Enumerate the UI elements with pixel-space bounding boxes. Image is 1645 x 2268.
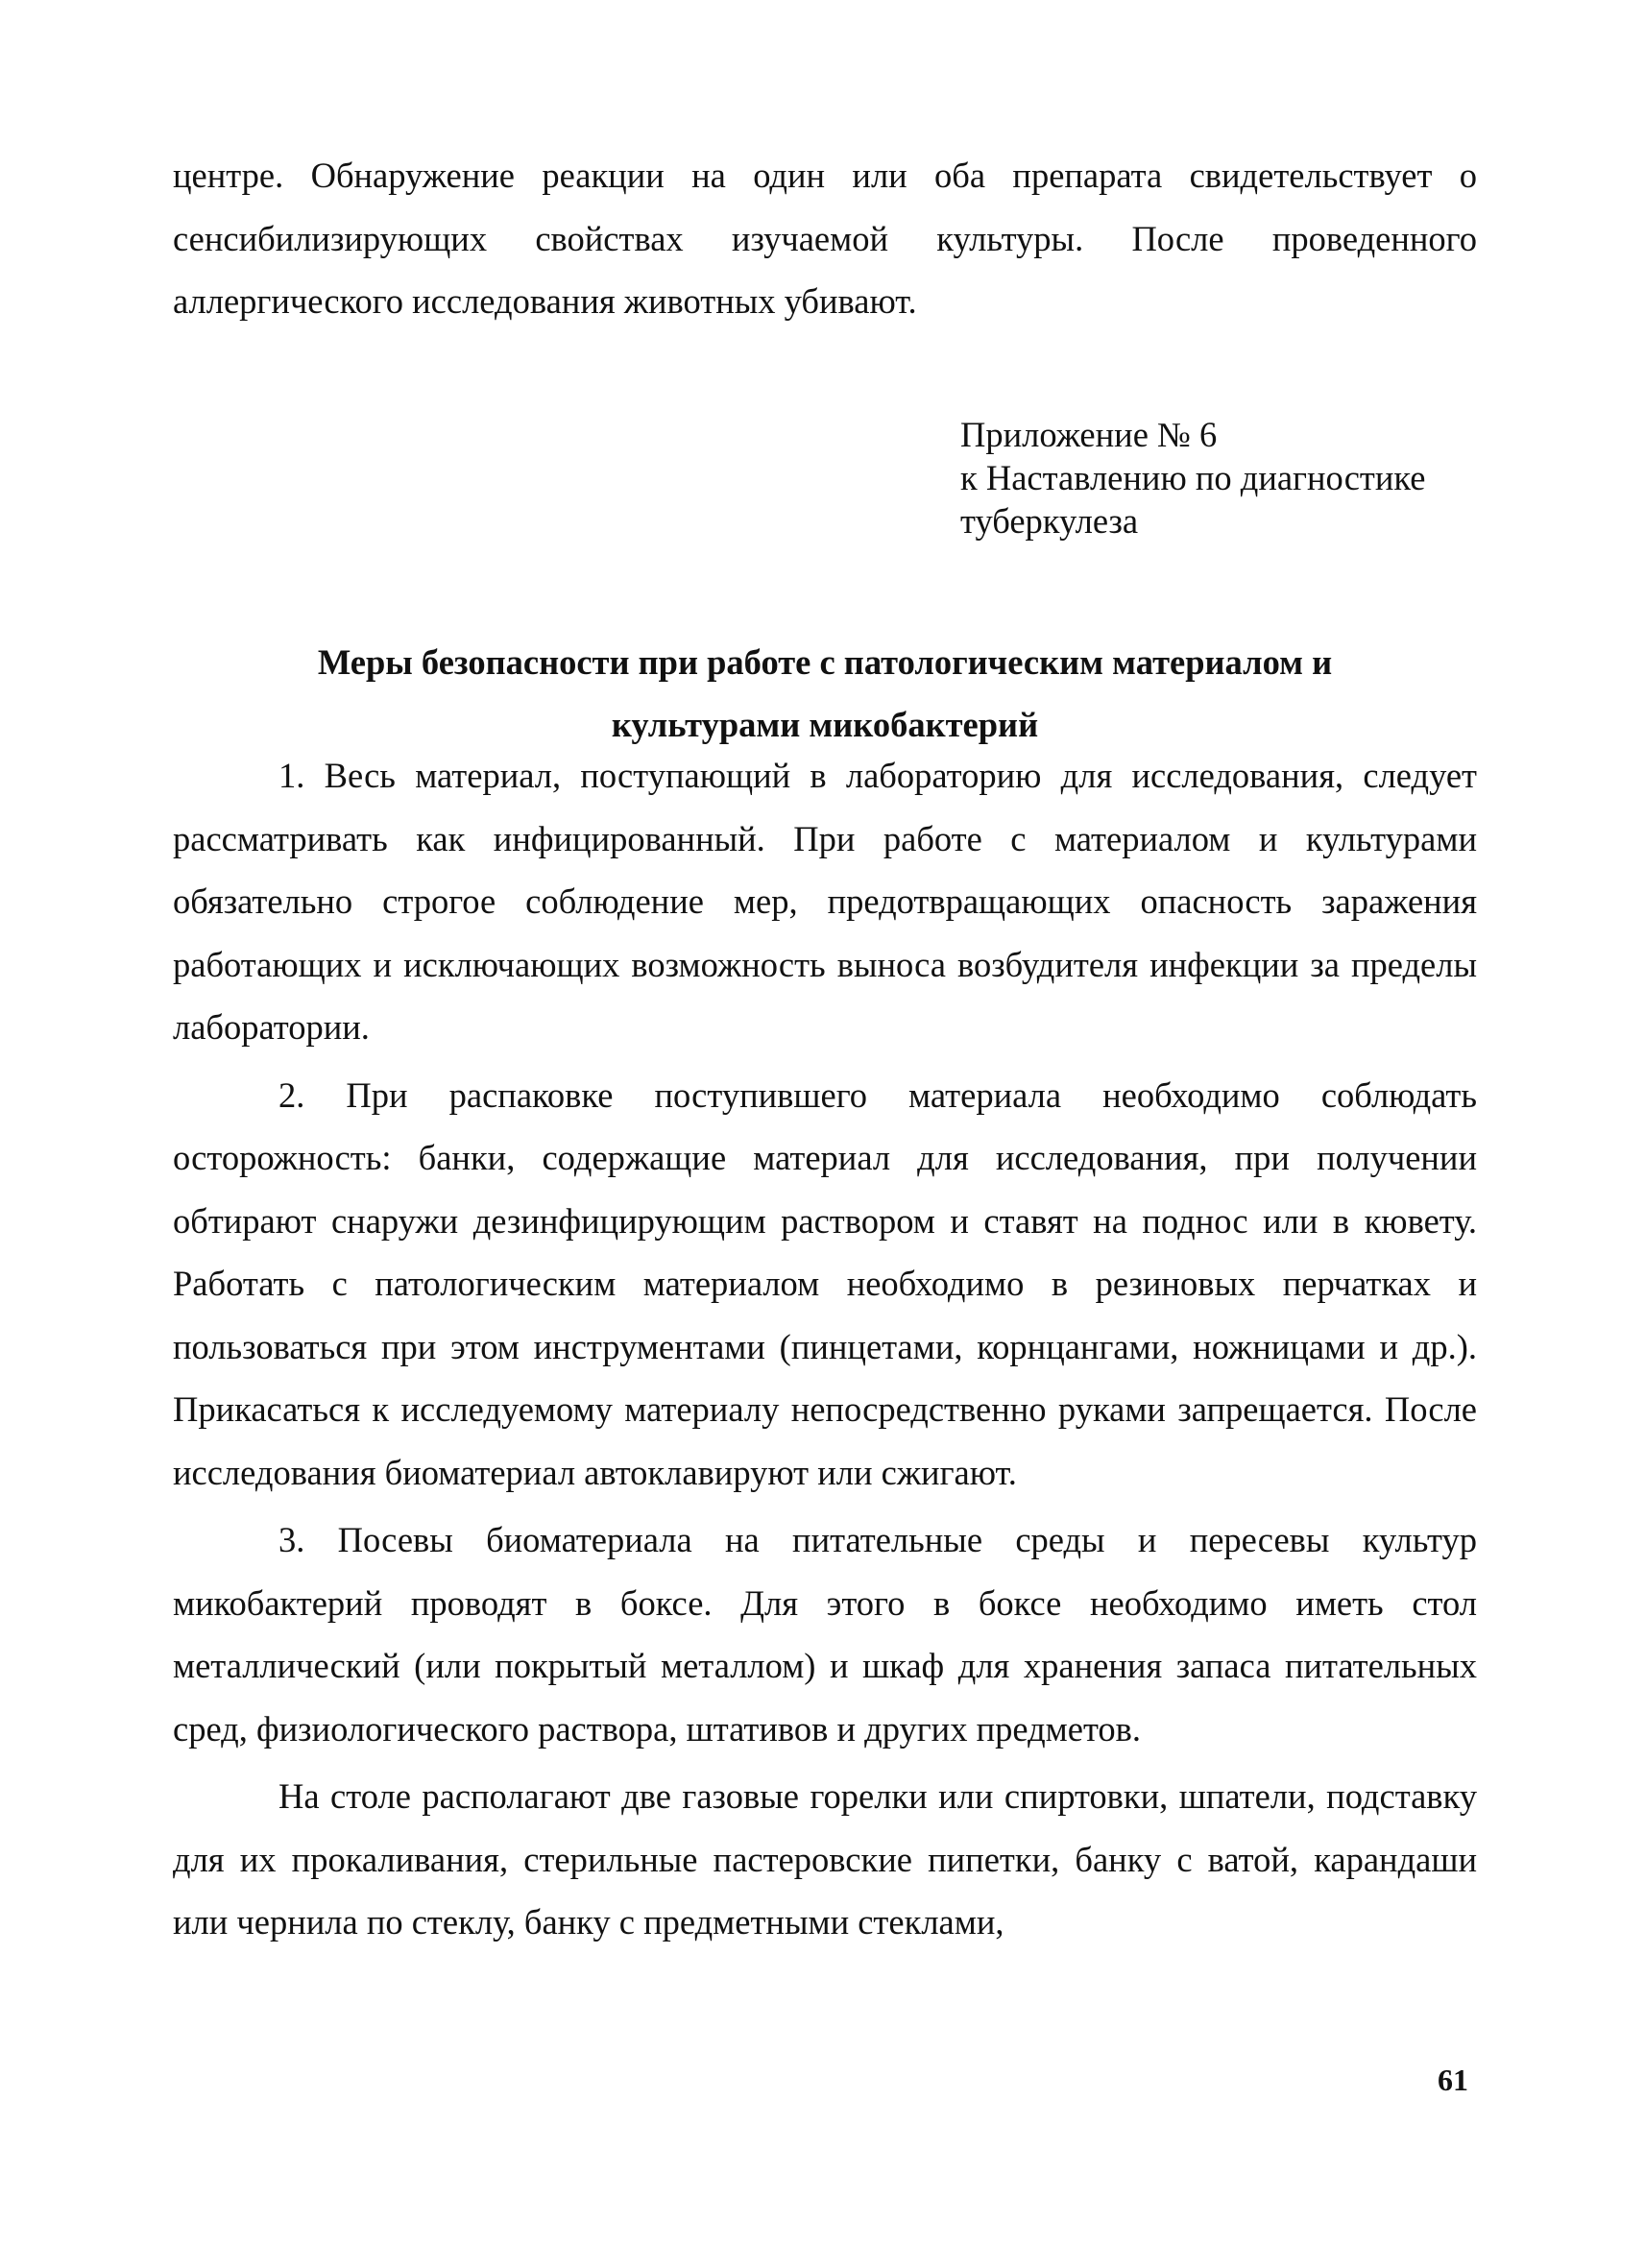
paragraph-1: 1. Весь материал, поступающий в лабораторию для исследования, следует рассматривать как инфицированный. При работе с материалом и культурами обязательно строгое соблюдение мер, предотвращающих опасность заражения работающих и исключающих возможность выноса возбудителя инфекции за пределы лаборатории.	[173, 756, 1477, 1047]
appendix-line-2: к Наставлению по диагностике	[960, 458, 1426, 497]
paragraph-2: 2. При распаковке поступившего материала необходимо соблюдать осторожность: банки, содержащие материал для исследования, при получении обтирают снаружи дезинфицирующим раствором и ставят на поднос или в кювету. Работать с патологическим материалом необходимо в резиновых перчатках и пользоваться при этом инструментами (пинцетами, корнцангами, ножницами и др.). Прикасаться к исследуемому материалу непосредственно руками запрещается. После исследования биоматериал автоклавируют или сжигают.	[173, 1074, 1477, 1492]
paragraph-3: 3. Посевы биоматериала на питательные среды и пересевы культур микобактерий проводят в боксе. Для этого в боксе необходимо иметь стол металлический (или покрытый металлом) и шкаф для хранения запаса питательных сред, физиологического раствора, штативов и других предметов.	[173, 1520, 1477, 1749]
paragraph-4: На столе располагают две газовые горелки или спиртовки, шпатели, подставку для их прокаливания, стерильные пастеровские пипетки, банку с ватой, карандаши или чернила по стеклу, банку с предметными стеклами,	[173, 1776, 1477, 1942]
appendix-reference	[960, 413, 1498, 543]
appendix-line-3: туберкулеза	[960, 501, 1139, 541]
appendix-line-1: Приложение № 6	[960, 415, 1218, 454]
safety-rules	[173, 744, 1477, 1954]
page-number: 61	[1438, 2063, 1468, 2097]
continuation-paragraph: центре. Обнаружение реакции на один или оба препарата свидетельствует о сенсибилизирующих свойствах изучаемой культуры. После проведенного аллергического исследования животных убивают.	[173, 156, 1477, 321]
page-body	[173, 144, 1477, 333]
section-heading	[173, 631, 1477, 756]
section-heading-line-2: культурами микобактерий	[611, 705, 1039, 744]
section-heading-line-1: Меры безопасности при работе с патологическим материалом и	[317, 642, 1333, 682]
